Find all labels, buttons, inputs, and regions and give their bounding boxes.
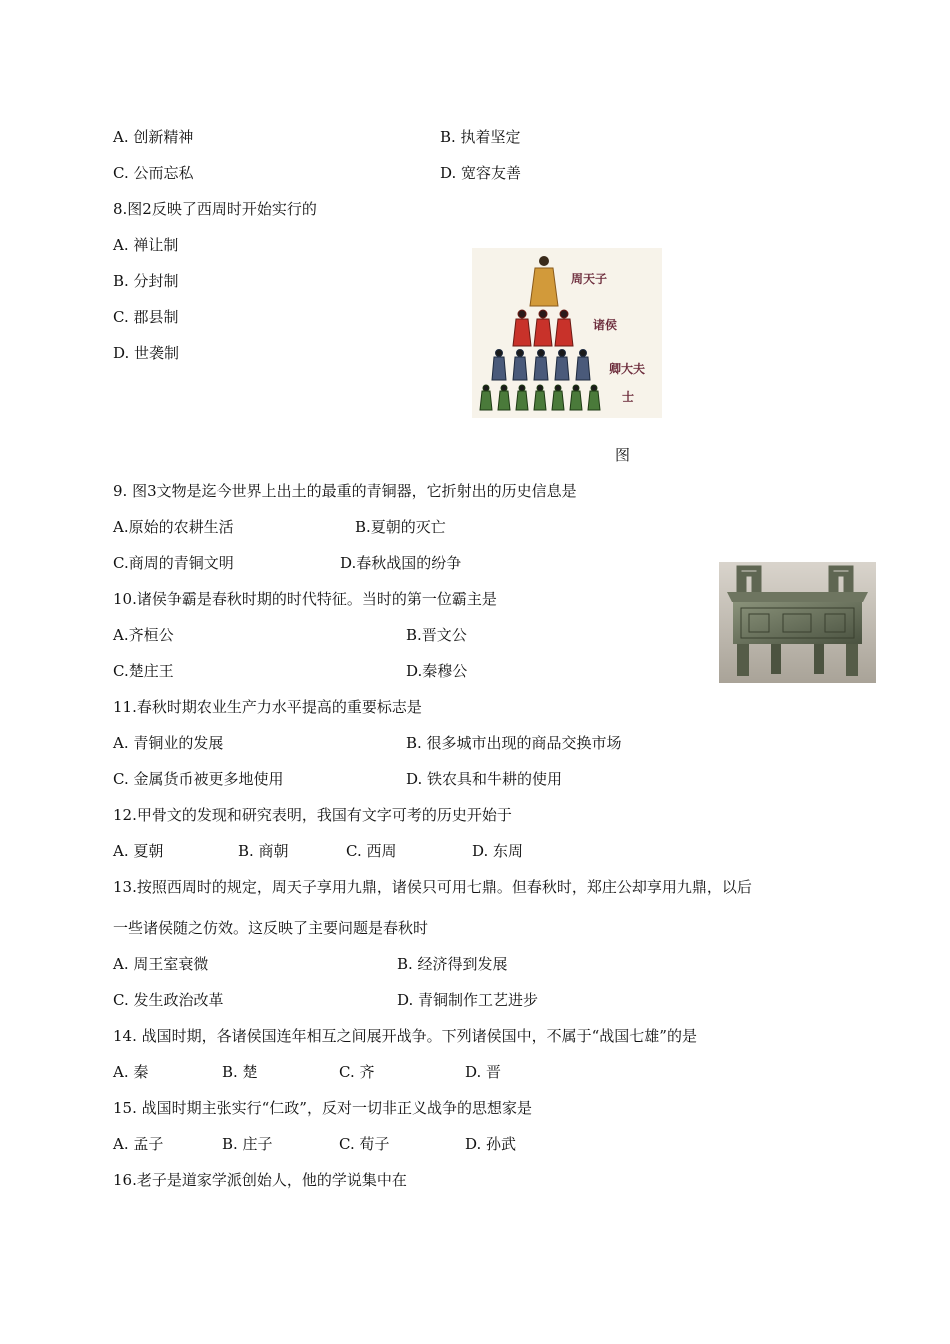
q7-option-d: D. 宽容友善 <box>440 164 522 182</box>
q14-option-a: A. 秦 <box>113 1063 149 1081</box>
level-label-ministers: 卿大夫 <box>609 362 646 376</box>
q15-option-a: A. 孟子 <box>113 1135 164 1153</box>
q10-stem: 10.诸侯争霸是春秋时期的时代特征。当时的第一位霸主是 <box>113 590 497 608</box>
q12-option-d: D. 东周 <box>472 842 524 860</box>
q9-option-d: D.春秋战国的纷争 <box>340 554 462 572</box>
q15-option-b: B. 庄子 <box>222 1135 273 1153</box>
q14-option-c: C. 齐 <box>339 1063 375 1081</box>
q9-option-a: A.原始的农耕生活 <box>113 518 234 536</box>
q12-stem: 12.甲骨文的发现和研究表明，我国有文字可考的历史开始于 <box>113 806 512 824</box>
level-label-nobles: 诸侯 <box>593 318 618 332</box>
q8-option-c: C. 郡县制 <box>113 308 179 326</box>
q9-option-b: B.夏朝的灭亡 <box>355 518 446 536</box>
q11-option-c: C. 金属货币被更多地使用 <box>113 770 284 788</box>
q13-option-b: B. 经济得到发展 <box>397 955 508 973</box>
q8-option-d: D. 世袭制 <box>113 344 180 362</box>
bronze-ding-image <box>719 562 876 683</box>
q16-stem: 16.老子是道家学派创始人，他的学说集中在 <box>113 1171 407 1189</box>
q12-option-c: C. 西周 <box>346 842 397 860</box>
q11-option-d: D. 铁农具和牛耕的使用 <box>406 770 563 788</box>
q15-stem: 15. 战国时期主张实行“仁政”，反对一切非正义战争的思想家是 <box>113 1099 532 1117</box>
q12-option-b: B. 商朝 <box>238 842 289 860</box>
q14-option-b: B. 楚 <box>222 1063 258 1081</box>
q9-option-c: C.商周的青铜文明 <box>113 554 234 572</box>
q11-option-b: B. 很多城市出现的商品交换市场 <box>406 734 622 752</box>
q13-stem-line1: 13.按照西周时的规定，周天子享用九鼎，诸侯只可用七鼎。但春秋时，郑庄公却享用九鼎，以后 <box>113 878 752 896</box>
q8-option-a: A. 禅让制 <box>113 236 179 254</box>
q12-option-a: A. 夏朝 <box>113 842 164 860</box>
q14-option-d: D. 晋 <box>465 1063 502 1081</box>
q13-option-d: D. 青铜制作工艺进步 <box>397 991 539 1009</box>
q7-option-b: B. 执着坚定 <box>440 128 521 146</box>
level-label-king: 周天子 <box>571 272 608 286</box>
q10-option-b: B.晋文公 <box>406 626 467 644</box>
feudal-hierarchy-figure <box>472 248 662 418</box>
q11-option-a: A. 青铜业的发展 <box>113 734 224 752</box>
q10-option-c: C.楚庄王 <box>113 662 174 680</box>
q13-stem-line2: 一些诸侯随之仿效。这反映了主要问题是春秋时 <box>113 919 429 937</box>
q14-stem: 14. 战国时期，各诸侯国连年相互之间展开战争。下列诸侯国中，不属于“战国七雄”的是 <box>113 1027 697 1045</box>
q10-option-d: D.秦穆公 <box>406 662 468 680</box>
figure-caption: 图 <box>615 446 631 464</box>
q9-stem: 9. 图3文物是迄今世界上出土的最重的青铜器，它折射出的历史信息是 <box>113 482 577 500</box>
q13-option-a: A. 周王室衰微 <box>113 955 209 973</box>
q15-option-d: D. 孙武 <box>465 1135 517 1153</box>
q7-option-c: C. 公而忘私 <box>113 164 194 182</box>
q7-option-a: A. 创新精神 <box>113 128 194 146</box>
q13-option-c: C. 发生政治改革 <box>113 991 224 1009</box>
q10-option-a: A.齐桓公 <box>113 626 174 644</box>
q15-option-c: C. 荀子 <box>339 1135 390 1153</box>
nobles-figures-icon <box>513 310 573 346</box>
q8-stem: 8.图2反映了西周时开始实行的 <box>113 200 317 218</box>
ding-vessel-icon <box>719 562 876 683</box>
q8-option-b: B. 分封制 <box>113 272 179 290</box>
q11-stem: 11.春秋时期农业生产力水平提高的重要标志是 <box>113 698 422 716</box>
level-label-shi: 士 <box>622 390 635 404</box>
